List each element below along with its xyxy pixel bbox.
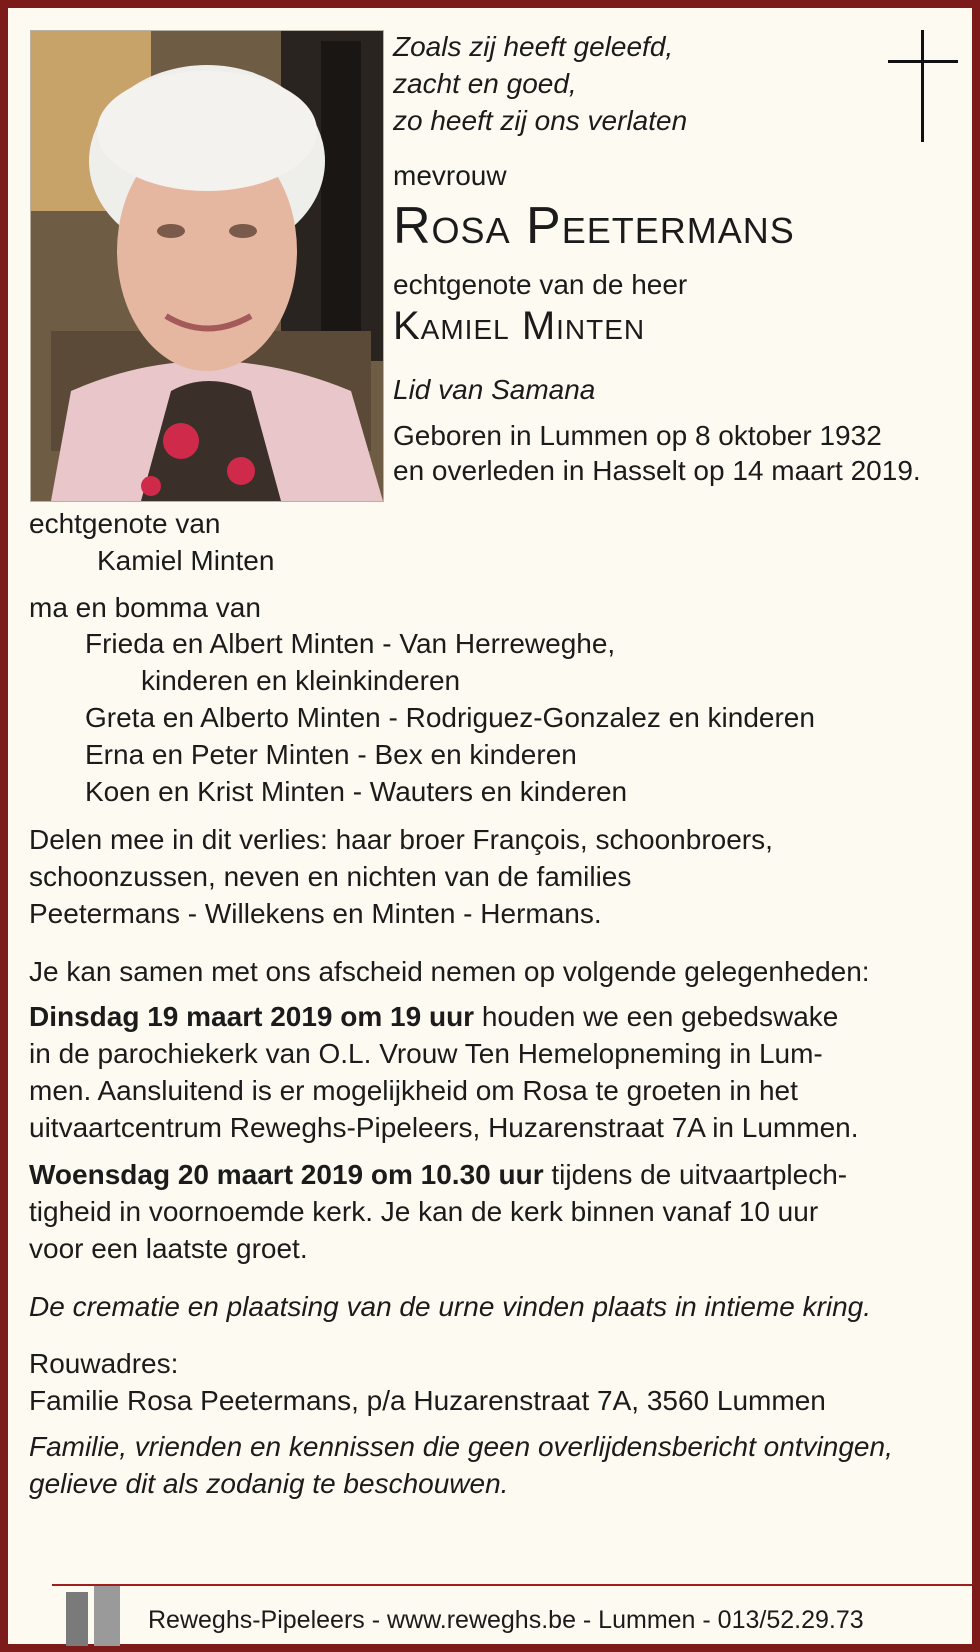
wake-date: Dinsdag 19 maart 2019 om 19 uur [29, 1001, 475, 1032]
funeral-line-2: tigheid in voornoemde kerk. Je kan de kerk binnen vanaf 10 uur [29, 1196, 819, 1227]
spouse-section-name: Kamiel Minten [97, 545, 275, 576]
funeral-first-line [29, 1156, 847, 1194]
sharing-line-1: Delen mee in dit verlies: haar broer François, schoonbroers, [29, 824, 773, 855]
cremation-note: De crematie en plaatsing van de urne vinden plaats in intieme kring. [29, 1291, 872, 1322]
portrait-photo [30, 30, 384, 502]
title-prefix: mevrouw [393, 160, 507, 191]
address: Familie Rosa Peetermans, p/a Huzarenstraat 7A, 3560 Lummen [29, 1385, 826, 1416]
obituary-card [8, 8, 972, 1644]
child-line-3: Greta en Alberto Minten - Rodriguez-Gonzalez en kinderen [85, 702, 815, 733]
funeral-date: Woensdag 20 maart 2019 om 10.30 uur [29, 1159, 544, 1190]
funeral-first-rest: tijdens de uitvaartplech- [543, 1159, 848, 1190]
sharing-line-2: schoonzussen, neven en nichten van de families [29, 861, 632, 892]
address-label: Rouwadres: [29, 1348, 179, 1379]
poem-line-2: zacht en goed, [393, 68, 577, 99]
wake-line-3: men. Aansluitend is er mogelijkheid om Rosa te groeten in het [29, 1075, 798, 1106]
birth-line: Geboren in Lummen op 8 oktober 1932 [393, 420, 882, 451]
child-line-1: Frieda en Albert Minten - Van Herreweghe, [85, 628, 616, 659]
footer-rule-top [52, 1584, 972, 1586]
farewell-intro: Je kan samen met ons afscheid nemen op volgende gelegenheden: [29, 956, 870, 987]
sharing-line-3: Peetermans - Willekens en Minten - Hermans. [29, 898, 602, 929]
death-line: en overleden in Hasselt op 14 maart 2019. [393, 455, 921, 486]
wake-line-2: in de parochiekerk van O.L. Vrouw Ten Hemelopneming in Lum- [29, 1038, 823, 1069]
spouse-section-label: echtgenote van [29, 508, 221, 539]
wake-line-4: uitvaartcentrum Reweghs-Pipeleers, Huzarenstraat 7A in Lummen. [29, 1112, 859, 1143]
notice-line-2: gelieve dit als zodanig te beschouwen. [29, 1468, 509, 1499]
spouse-name: Kamiel Minten [393, 304, 646, 348]
wake-first-rest: houden we een gebedswake [474, 1001, 839, 1032]
deceased-name: Rosa Peetermans [393, 197, 795, 255]
spouse-intro: echtgenote van de heer [393, 269, 688, 300]
cross-icon [888, 30, 958, 142]
funeral-line-3: voor een laatste groet. [29, 1233, 308, 1264]
child-line-5: Koen en Krist Minten - Wauters en kinderen [85, 776, 628, 807]
footer-contact: Reweghs-Pipeleers - www.reweghs.be - Lummen - 013/52.29.73 [148, 1606, 864, 1634]
notice-line-1: Familie, vrienden en kennissen die geen overlijdensbericht ontvingen, [29, 1431, 893, 1462]
membership: Lid van Samana [393, 374, 596, 405]
wake-first-line [29, 998, 838, 1036]
children-label: ma en bomma van [29, 592, 261, 623]
child-line-2: kinderen en kleinkinderen [141, 665, 461, 696]
poem-line-1: Zoals zij heeft geleefd, [393, 31, 674, 62]
child-line-4: Erna en Peter Minten - Bex en kinderen [85, 739, 577, 770]
funeral-home-logo-icon [66, 1586, 120, 1646]
poem-line-3: zo heeft zij ons verlaten [393, 105, 688, 136]
